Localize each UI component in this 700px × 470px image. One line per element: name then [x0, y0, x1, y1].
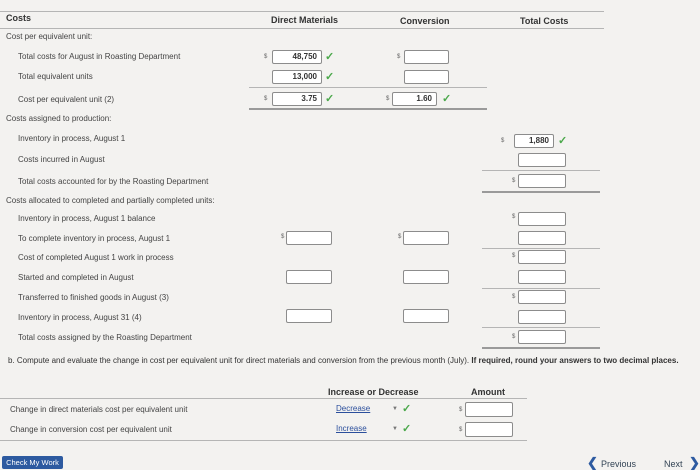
tc-costs-incurred-input[interactable] — [518, 153, 566, 167]
inv-aug1-balance-label: Inventory in process, August 1 balance — [18, 214, 156, 223]
total-accounted-label: Total costs accounted for by the Roasting Department — [18, 177, 209, 186]
next-link[interactable]: Next — [664, 459, 683, 469]
check-icon: ✓ — [402, 423, 412, 435]
conv-started-completed-input[interactable] — [403, 270, 449, 284]
check-icon: ✓ — [325, 93, 335, 105]
part-b-bold: If required, round your answers to two decimal places. — [471, 356, 679, 365]
change-dm-label: Change in direct materials cost per equivalent unit — [10, 405, 188, 414]
currency-sign: $ — [512, 253, 516, 259]
dm-eu-input[interactable]: 13,000 — [272, 70, 322, 84]
inv-aug1-label: Inventory in process, August 1 — [18, 134, 126, 143]
rule — [482, 327, 600, 328]
part-b-text: Compute and evaluate the change in cost per equivalent unit for direct materials and conversion from the previous month (July). — [16, 356, 470, 365]
check-icon: ✓ — [442, 93, 452, 105]
change-dm-amount-input[interactable] — [465, 402, 513, 417]
double-rule — [249, 108, 487, 110]
tc-to-complete-input[interactable] — [518, 231, 566, 245]
started-completed-label: Started and completed in August — [18, 273, 134, 282]
direct-materials-header: Direct Materials — [271, 15, 339, 25]
currency-sign: $ — [512, 178, 516, 184]
conv-total-costs-input[interactable] — [404, 50, 449, 64]
header-top-rule — [0, 11, 604, 12]
inc-dec-header: Increase or Decrease — [328, 387, 419, 397]
tc-total-assigned-input[interactable] — [518, 330, 566, 344]
tc-inv-aug31-input[interactable] — [518, 310, 566, 324]
cpeu-section-label: Cost per equivalent unit: — [6, 32, 93, 41]
total-costs-header: Total Costs — [520, 16, 569, 26]
currency-sign: $ — [397, 54, 401, 60]
header-bottom-rule — [0, 28, 604, 29]
currency-sign: $ — [459, 407, 463, 413]
dm-inv-aug31-input[interactable] — [286, 309, 332, 323]
double-rule — [482, 191, 600, 193]
currency-sign: $ — [512, 214, 516, 220]
rule — [482, 170, 600, 171]
currency-sign: $ — [512, 334, 516, 340]
conv-eu-input[interactable] — [404, 70, 449, 84]
rule — [249, 87, 487, 88]
transferred-label: Transferred to finished goods in August (3) — [18, 293, 169, 302]
tc-started-completed-input[interactable] — [518, 270, 566, 284]
conv-cpeu-input[interactable]: 1.60 — [392, 92, 437, 106]
costs-incurred-label: Costs incurred in August — [18, 155, 105, 164]
total-eu-label: Total equivalent units — [18, 72, 93, 81]
currency-sign: $ — [459, 427, 463, 433]
tc-total-accounted-input[interactable] — [518, 174, 566, 188]
chevron-right-icon[interactable]: ❯ — [689, 455, 700, 470]
change-conv-select[interactable]: Increase — [336, 424, 367, 433]
chevron-down-icon: ▼ — [392, 426, 398, 432]
tc-cost-completed-input[interactable] — [518, 250, 566, 264]
tc-inv-aug1-input[interactable]: 1,880 — [514, 134, 554, 148]
rule — [0, 440, 527, 441]
cost-completed-label: Cost of completed August 1 work in process — [18, 253, 174, 262]
rule — [482, 248, 600, 249]
rule — [482, 288, 600, 289]
conv-inv-aug31-input[interactable] — [403, 309, 449, 323]
check-icon: ✓ — [325, 71, 335, 83]
dm-started-completed-input[interactable] — [286, 270, 332, 284]
check-my-work-button[interactable]: Check My Work — [2, 456, 63, 469]
rule — [0, 398, 527, 399]
conv-to-complete-input[interactable] — [403, 231, 449, 245]
costs-assigned-label: Costs assigned to production: — [6, 114, 112, 123]
currency-sign: $ — [264, 54, 268, 60]
inv-aug31-label: Inventory in process, August 31 (4) — [18, 313, 142, 322]
previous-link[interactable]: Previous — [601, 459, 637, 469]
currency-sign: $ — [398, 234, 402, 240]
currency-sign: $ — [264, 96, 268, 102]
chevron-left-icon[interactable]: ❮ — [587, 455, 598, 470]
amount-header: Amount — [471, 387, 505, 397]
change-conv-amount-input[interactable] — [465, 422, 513, 437]
currency-sign: $ — [501, 138, 505, 144]
double-rule — [482, 347, 600, 349]
costs-header: Costs — [6, 13, 32, 23]
part-b-label: b. — [8, 356, 15, 365]
tc-inv-aug1-balance-input[interactable] — [518, 212, 566, 226]
change-conv-label: Change in conversion cost per equivalent unit — [10, 425, 172, 434]
costs-allocated-label: Costs allocated to completed and partially completed units: — [6, 196, 215, 205]
change-dm-select[interactable]: Decrease — [336, 404, 371, 413]
dm-total-costs-input[interactable]: 48,750 — [272, 50, 322, 64]
check-icon: ✓ — [402, 403, 412, 415]
total-costs-aug-label: Total costs for August in Roasting Department — [18, 52, 181, 61]
dm-cpeu-input[interactable]: 3.75 — [272, 92, 322, 106]
part-b-instructions — [8, 355, 698, 367]
check-icon: ✓ — [325, 51, 335, 63]
cpeu2-label: Cost per equivalent unit (2) — [18, 95, 115, 104]
currency-sign: $ — [512, 294, 516, 300]
total-assigned-label: Total costs assigned by the Roasting Department — [18, 333, 192, 342]
check-icon: ✓ — [558, 135, 568, 147]
dm-to-complete-input[interactable] — [286, 231, 332, 245]
chevron-down-icon: ▼ — [392, 406, 398, 412]
tc-transferred-input[interactable] — [518, 290, 566, 304]
currency-sign: $ — [281, 234, 285, 240]
to-complete-label: To complete inventory in process, August 1 — [18, 234, 171, 243]
currency-sign: $ — [386, 96, 390, 102]
conversion-header: Conversion — [400, 16, 450, 26]
